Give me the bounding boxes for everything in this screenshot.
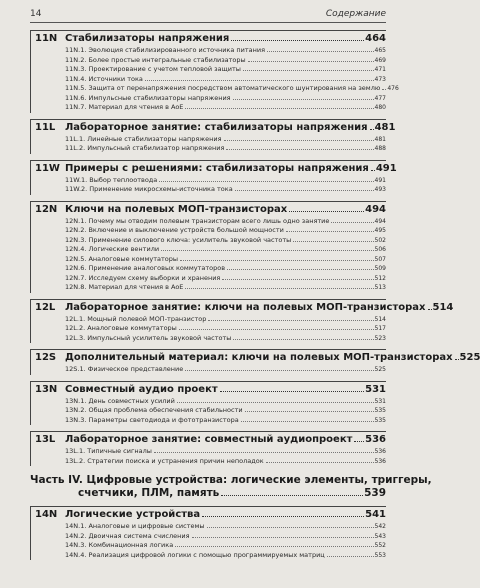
toc-item [65,406,386,416]
item-page: 536 [374,457,386,465]
section-items [65,447,386,466]
item-title: 12N.6. Применение аналоговых коммутаторов [65,264,226,272]
dot-leader [221,495,363,496]
toc-section [30,431,386,466]
section-items [65,135,386,154]
item-page: 513 [374,284,386,291]
item-title: 11N.2. Более простые интегральные стабилизаторы [65,55,246,64]
toc-item [65,217,386,227]
dot-leader [185,370,373,371]
item-page: 473 [374,75,386,83]
item-page: 509 [374,265,386,272]
section-title: Ключи на полевых МОП-транзисторах [65,203,288,215]
item-title: 13L.1. Типичные сигналы [65,447,152,455]
section-title: Лабораторное занятие: стабилизаторы напряжения [65,121,368,133]
toc-item [65,144,386,154]
section-page: 536 [365,434,386,445]
dot-leader [243,70,374,71]
section-page: 525 [459,352,480,363]
item-title: 12N.1. Почему мы отводим полевым транзисторам всего лишь одно занятие [65,216,330,225]
dot-leader [208,320,373,321]
section-number: 13L [35,434,56,445]
toc-part-heading [30,474,432,500]
toc-item [65,46,386,56]
section-number: 12S [35,352,57,363]
dot-leader [185,288,373,289]
item-title: 14N.3. Комбинационная логика [65,541,174,549]
section-number: 12L [35,301,56,313]
dot-leader [428,309,432,310]
item-page: 493 [374,186,386,193]
toc-item [65,457,386,467]
item-title: 11N.7. Материал для чтения в AoE [65,103,184,111]
toc-section [30,201,386,293]
toc-item [65,94,386,104]
section-items [65,217,386,293]
dot-leader [192,537,374,538]
dot-leader [179,329,374,330]
dot-leader [370,129,374,130]
dot-leader [220,391,364,392]
item-page: 491 [374,176,386,184]
dot-leader [159,181,373,182]
toc-section [30,381,386,426]
toc-item [65,274,386,284]
item-page: 481 [374,135,386,143]
section-page: 541 [365,509,386,520]
toc-item [65,176,386,186]
running-title: Содержание [325,9,386,19]
dot-leader [331,222,373,223]
item-page: 502 [374,236,386,244]
item-page: 512 [374,274,386,282]
toc-item [65,185,386,195]
toc-item [65,522,386,532]
toc-item [65,532,386,542]
dot-leader [180,260,374,261]
toc-item [65,103,386,113]
section-items [65,315,386,344]
item-title: 11W.2. Применение микросхемы-источника тока [65,185,233,193]
item-page: 488 [374,145,386,152]
dot-leader [371,170,375,171]
part-page: 539 [364,487,386,499]
toc-item [65,397,386,407]
dot-leader [289,211,364,212]
dot-leader [241,421,374,422]
dot-leader [227,269,374,270]
dot-leader [327,556,374,557]
part-title-line2: счетчики, ПЛМ, память [78,487,220,499]
item-page: 494 [374,217,386,225]
toc-item [65,84,399,94]
section-title: Лабораторное занятие: совместный аудиопроект [65,434,353,445]
item-title: 13L.2. Стратегии поиска и устранения причин неполадок [65,456,264,465]
toc-item [65,315,386,325]
dot-leader [145,80,374,81]
toc-item [65,255,386,265]
toc-section [30,160,397,195]
toc-section [30,299,454,344]
dot-leader [233,99,374,100]
item-page: 465 [374,47,386,54]
toc-item [65,283,386,293]
item-page: 542 [374,523,386,530]
item-title: 12N.3. Применение силового ключа: усилитель звуковой частоты [65,235,292,244]
section-number: 11L [35,121,56,133]
toc-item [65,236,386,246]
dot-leader [207,527,374,528]
item-title: 11N.5. Защита от перенапряжения посредством автоматического шунтирования на землю [65,84,381,92]
item-page: 471 [374,66,386,73]
section-page: 531 [365,383,386,395]
toc-section [30,119,396,154]
dot-leader [226,149,373,150]
toc-item [65,56,386,66]
item-page: 476 [387,85,399,92]
section-items [65,397,386,426]
section-number: 13N [35,383,58,395]
toc-item [65,551,386,561]
section-page: 494 [365,203,386,215]
section-items [65,522,386,560]
item-title: 12L.3. Импульсный усилитель звуковой частоты [65,333,232,342]
section-page: 491 [375,162,397,174]
item-title: 12N.8. Материал для чтения в AoE [65,283,184,291]
page-number: 14 [30,9,42,19]
section-title: Дополнительный материал: ключи на полевых МОП-транзисторах [65,352,453,363]
item-page: 535 [374,416,386,424]
item-title: 12N.7. Исследуем схему выборки и хранения [65,273,221,282]
item-title: 11L.1. Линейные стабилизаторы напряжения [65,134,222,143]
toc-section [30,30,399,113]
toc-item [65,447,386,457]
dot-leader [161,250,373,251]
item-title: 11N.4. Источники тока [65,74,143,83]
item-page: 507 [374,255,386,263]
toc-item [65,264,386,274]
item-title: 11N.3. Проектирование с учетом тепловой защиты [65,65,241,73]
section-page: 481 [374,121,396,133]
toc-item [65,65,386,75]
section-title: Стабилизаторы напряжения [65,33,230,44]
section-title: Логические устройства [65,509,201,520]
item-title: 11N.1. Эволюция стабилизированного источника питания [65,46,266,54]
dot-leader [175,546,373,547]
table-of-contents [30,30,480,566]
item-title: 13N.3. Параметры светодиода и фототранзистора [65,415,239,424]
item-title: 12S.1. Физическое представление [65,365,184,373]
section-number: 12N [35,203,58,215]
dot-leader [202,516,364,517]
item-page: 469 [374,56,386,64]
item-page: 535 [374,407,386,414]
item-title: 14N.1. Аналоговые и цифровые системы [65,522,205,530]
item-page: 553 [374,551,386,559]
item-title: 13N.2. Общая проблема обеспечения стабильности [65,406,243,414]
item-page: 517 [374,325,386,332]
item-page: 477 [374,94,386,102]
item-page: 543 [374,532,386,540]
dot-leader [233,339,373,340]
section-items [65,46,399,113]
section-number: 11N [35,33,58,44]
item-page: 531 [374,397,386,405]
dot-leader [286,231,374,232]
toc-item [65,541,386,551]
item-title: 12N.4. Логические вентили [65,245,160,253]
dot-leader [293,241,373,242]
dot-leader [266,462,374,463]
dot-leader [245,411,374,412]
section-items [65,365,386,375]
dot-leader [177,402,374,403]
item-title: 12L.2. Аналоговые коммутаторы [65,324,177,332]
toc-item [65,245,386,255]
item-page: 552 [374,542,386,549]
item-title: 11L.2. Импульсный стабилизатор напряжения [65,144,225,152]
dot-leader [455,359,459,360]
item-page: 536 [374,448,386,455]
dot-leader [231,40,364,41]
section-title: Лабораторное занятие: ключи на полевых МОП-транзисторах [65,301,426,313]
dot-leader [154,452,374,453]
dot-leader [222,279,373,280]
item-page: 514 [374,315,386,323]
dot-leader [185,108,373,109]
dot-leader [235,190,374,191]
dot-leader [354,441,364,442]
toc-item [65,135,386,145]
item-title: 12L.1. Мощный полевой МОП-транзистор [65,314,207,323]
item-page: 523 [374,334,386,342]
section-title: Примеры с решениями: стабилизаторы напряжения [65,162,369,174]
dot-leader [224,140,374,141]
toc-item [65,226,386,236]
dot-leader [248,61,374,62]
toc-item [65,334,386,344]
item-title: 12N.2. Включение и выключение устройств большой мощности [65,226,284,234]
section-page: 514 [432,301,454,313]
toc-item [65,324,386,334]
page-header [30,9,386,23]
item-page: 525 [374,366,386,373]
toc-item [65,416,386,426]
toc-item [65,75,386,85]
section-number: 14N [35,509,58,520]
part-title-line1: Часть IV. Цифровые устройства: логические элементы, триггеры, [30,474,432,486]
section-title: Совместный аудио проект [65,383,218,395]
item-page: 495 [374,227,386,234]
item-page: 480 [374,104,386,111]
item-title: 11N.6. Импульсные стабилизаторы напряжения [65,93,231,102]
section-number: 11W [35,162,60,174]
item-title: 11W.1. Выбор теплоотвода [65,175,158,184]
item-page: 506 [374,246,386,253]
dot-leader [382,89,386,90]
dot-leader [267,51,374,52]
item-title: 14N.2. Двоичная система счисления [65,531,190,540]
section-items [65,176,386,195]
item-title: 13N.1. День совместных усилий [65,396,175,405]
toc-section [30,349,480,375]
item-title: 14N.4. Реализация цифровой логики с помощью программируемых матриц [65,550,325,559]
section-page: 464 [365,33,386,44]
toc-section [30,506,386,560]
toc-item [65,365,386,375]
toc-sections [30,30,480,466]
item-title: 12N.5. Аналоговые коммутаторы [65,254,179,263]
